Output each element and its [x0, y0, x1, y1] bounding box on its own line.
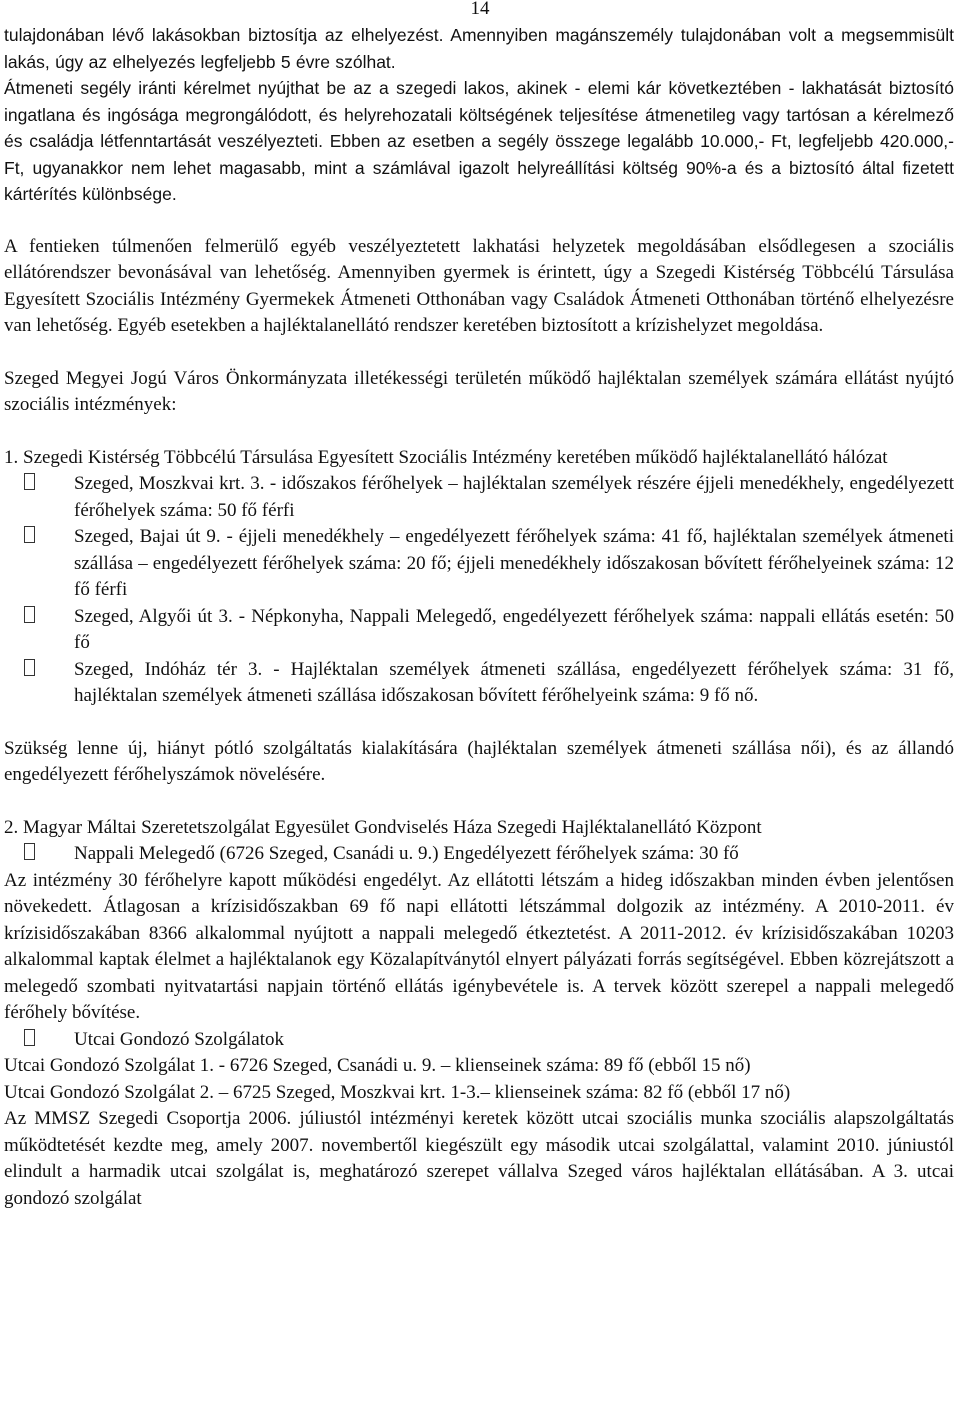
paragraph-fentieken: A fentieken túlmenően felmerülő egyéb veszélyeztetett lakhatási helyzetek megoldásában elsődlegesen a szociális ellátórendszer bevonásával van lehetőség. Amennyiben gyermek is érintett, úgy a Szegedi Kistérség Többcélú Társulása Egyesített Szociális Intézmény Gyermekek Átmeneti Otthonában vagy Családok Átmeneti Otthonában történő elhelyezésre van lehetőség. Egyéb esetekben a hajléktalanellátó rendszer keretében biztosított a krízishelyzet megoldása. — [4, 235, 954, 336]
spacer — [4, 789, 954, 815]
section-2-heading: 2. Magyar Máltai Szeretetszolgálat Egyesület Gondviselés Háza Szegedi Hajléktalanellátó Központ — [4, 816, 762, 838]
intro-paragraph-1: tulajdonában lévő lakásokban biztosítja az elhelyezést. Amennyiben magánszemély tulajdonában volt a megsemmisült lakás, úgy az elhelyezés legfeljebb 5 évre szólhat. — [4, 25, 954, 72]
list-item — [4, 841, 954, 868]
bullet-marker-icon — [22, 604, 36, 631]
spacer — [4, 419, 954, 445]
intro-paragraph-2: Átmeneti segély iránti kérelmet nyújthat be az a szegedi lakos, akinek - elemi kár következtében - lakhatását biztosító ingatlana és ingósága megrongálódott, és helyrehozatali költségének teljesítése átmenetileg vagy tartósan a kérelmező és családja létfenntartását veszélyezteti. Ebben az esetben a segély összege legalább 10.000,- Ft, legfeljebb 420.000,- Ft, ugyanakkor nem lehet magasabb, mint a számlával igazolt helyreállítási költség 90%-a és a biztosító által fizetett kártérítés különbsége. — [4, 78, 954, 204]
paragraph-mmsz: Az MMSZ Szegedi Csoportja 2006. júliustól intézményi keretek között utcai szociális munka szociális alapszolgáltatás működtetését kezdte meg, amely 2007. novembertől kiegészült egy második utcai szolgálattal, valamint 2010. júniustól elindult a harmadik utcai szolgálat is, meghatározó szerepet vállalva Szeged város hajléktalan ellátásában. A 3. utcai gondozó szolgálat — [4, 1108, 954, 1209]
list-item-text: Szeged, Algyői út 3. - Népkonyha, Nappali Melegedő, engedélyezett férőhelyek száma: nappali ellátás esetén: 50 fő — [74, 605, 954, 653]
list-item — [4, 657, 954, 710]
bullet-marker-icon — [22, 657, 36, 684]
page-body — [4, 22, 954, 1212]
list-item-text: Szeged, Moszkvai krt. 3. - időszakos férőhelyek – hajléktalan személyek részére éjjeli menedékhely, engedélyezett férőhelyek száma: 50 fő férfi — [74, 473, 954, 521]
bullet-marker-icon — [22, 524, 36, 551]
list-item-text: Utcai Gondozó Szolgálatok — [74, 1028, 285, 1050]
paragraph-szukseg: Szükség lenne új, hiányt pótló szolgáltatás kialakítására (hajléktalan személyek átmeneti szállása női), és az állandó engedélyezett férőhelyszámok növelésére. — [4, 737, 954, 785]
list-item — [4, 471, 954, 524]
section-1-heading: 1. Szegedi Kistérség Többcélú Társulása Egyesített Szociális Intézmény keretében működő hajléktalanellátó hálózat — [4, 446, 888, 468]
list-item-text: Szeged, Indóház tér 3. - Hajléktalan személyek átmeneti szállása, engedélyezett férőhelyek száma: 31 fő, hajléktalan személyek átmeneti szállása időszakosan bővített férőhelyeink száma: 9 fő nő. — [74, 658, 954, 706]
utcai-szolgalat-1: Utcai Gondozó Szolgálat 1. - 6726 Szeged, Csanádi u. 9. – klienseinek száma: 89 fő (ebből 15 nő) — [4, 1055, 751, 1076]
spacer — [4, 710, 954, 736]
spacer — [4, 340, 954, 366]
utcai-szolgalat-2: Utcai Gondozó Szolgálat 2. – 6725 Szeged, Moszkvai krt. 1-3.– klienseinek száma: 82 fő (ebből 17 nő) — [4, 1081, 791, 1103]
paragraph-intezmeny: Az intézmény 30 férőhelyre kapott működési engedélyt. Az ellátotti létszám a hideg időszakban minden évben jelentősen növekedett. Átlagosan a krízisidőszakban 69 fő napi ellátotti létszámmal dolgozik az intézmény. A 2010-2011. év krízisidőszakában 8366 alkalommal nyújtott a nappali melegedő étkeztetést. A 2011-2012. év krízisidőszakában 10203 alkalommal kaptak élelmet a hajléktalanok egy Közalapítványtól elnyert pályázati forrás segítségével. Ebben közrejátszott a melegedő szombati nyitvatartási napjain történő ellátás igénybevétele is. A tervek között szerepel a nappali melegedő férőhely bővítése. — [4, 869, 954, 1023]
spacer — [4, 208, 954, 234]
bullet-marker-icon — [22, 1027, 36, 1054]
bullet-marker-icon — [22, 841, 36, 868]
list-item — [4, 604, 954, 657]
paragraph-szeged-intezmenyek: Szeged Megyei Jogú Város Önkormányzata illetékességi területén működő hajléktalan személyek számára ellátást nyújtó szociális intézmények: — [4, 367, 954, 415]
page-number: 14 — [470, 0, 490, 19]
list-item — [4, 524, 954, 604]
list-item — [4, 1027, 954, 1054]
list-item-text: Nappali Melegedő (6726 Szeged, Csanádi u. 9.) Engedélyezett férőhelyek száma: 30 fő — [74, 843, 739, 864]
bullet-marker-icon — [22, 471, 36, 498]
list-item-text: Szeged, Bajai út 9. - éjjeli menedékhely – engedélyezett férőhelyek száma: 41 fő, hajléktalan személyek átmeneti szállása – engedélyezett férőhelyek száma: 20 fő; éjjeli menedékhely időszakosan bővített férőhelyeinek száma: 12 fő férfi — [74, 526, 954, 600]
